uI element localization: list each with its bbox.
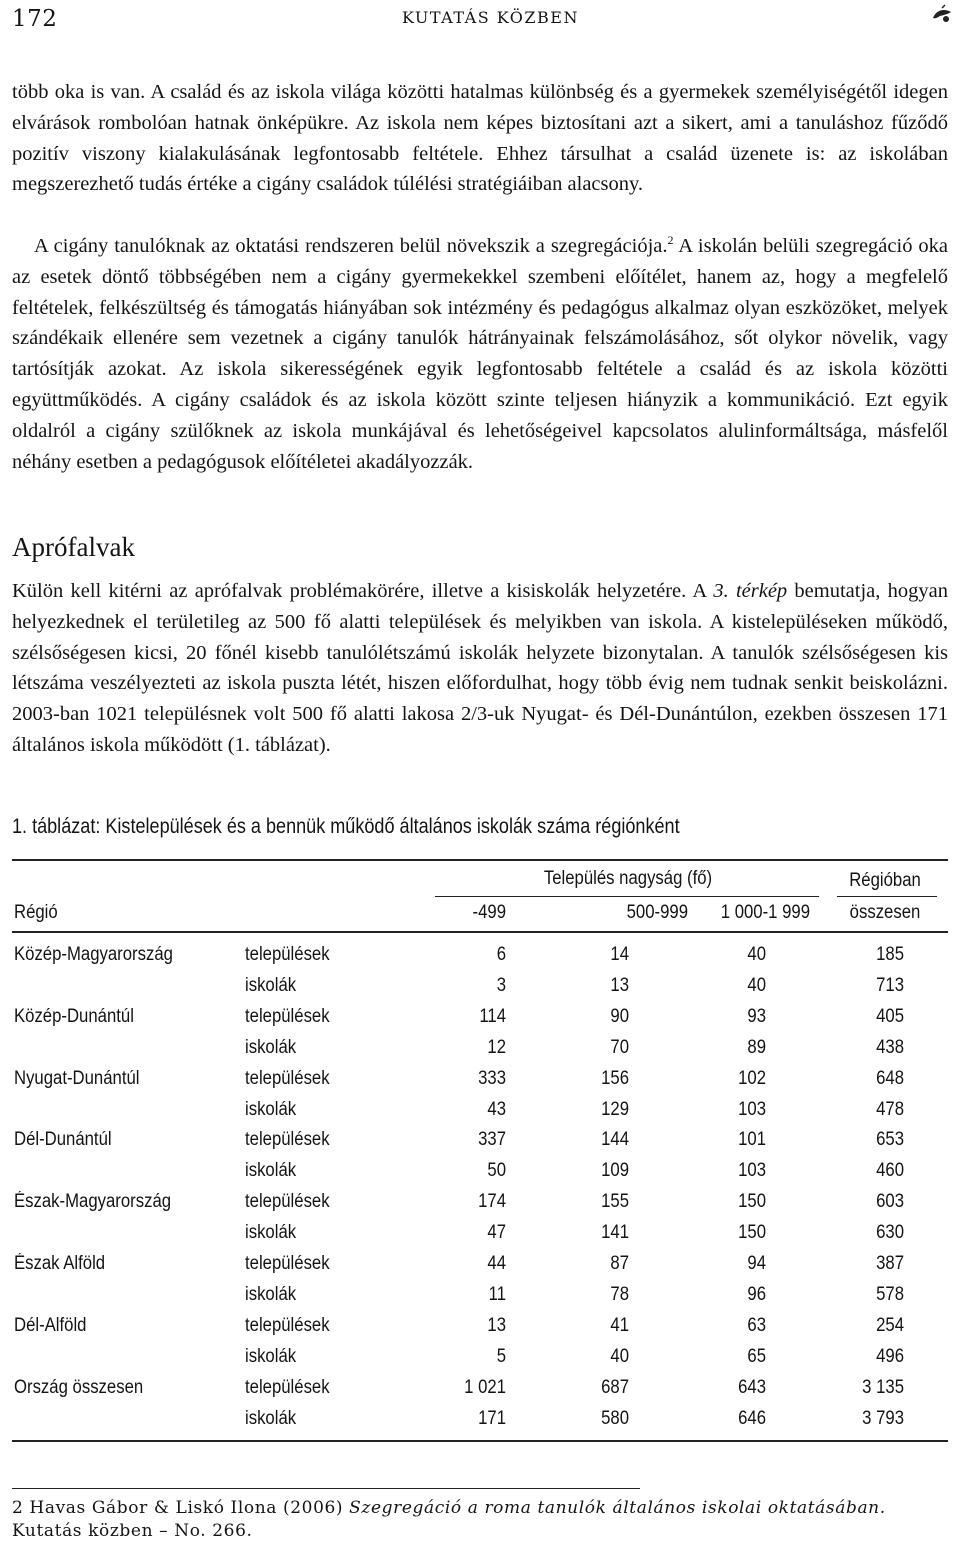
table-header-rule — [12, 931, 948, 933]
table-cell-value: 478 — [876, 1098, 904, 1120]
table-cell-value: 90 — [610, 1005, 629, 1027]
table-cell-value: 496 — [876, 1345, 904, 1367]
table-cell-value: 14 — [610, 944, 629, 965]
table-cell-value: 5 — [496, 1345, 506, 1367]
table-cell-value: 40 — [747, 944, 766, 965]
row-region: Közép-Magyarország — [14, 944, 173, 965]
header-total-bottom: összesen — [849, 902, 921, 923]
table-cell-value: 12 — [487, 1036, 506, 1058]
table-cell-value: 94 — [747, 1253, 766, 1274]
row-type: iskolák — [245, 974, 297, 996]
table-cell-value: 3 135 — [862, 1376, 904, 1398]
table-cell-value: 6 — [496, 944, 506, 965]
table-cell-value: 144 — [601, 1129, 629, 1151]
table-cell-value: 13 — [487, 1314, 506, 1336]
table-cell-value: 141 — [601, 1222, 629, 1244]
row-type: iskolák — [245, 1407, 297, 1429]
header-size-col-3: 1 000-1 999 — [720, 902, 810, 923]
table-cell-value: 405 — [876, 1005, 904, 1027]
footnote — [12, 1497, 948, 1543]
table-cell-value: 713 — [876, 974, 904, 996]
table-cell-value: 630 — [876, 1222, 904, 1244]
table-cell-value: 653 — [876, 1129, 904, 1151]
footnote-source: Kutatás közben – No. 266. — [12, 1521, 253, 1541]
table-cell-value: 11 — [488, 1283, 506, 1305]
table-cell-value: 337 — [478, 1129, 506, 1151]
table-cell-value: 78 — [610, 1283, 629, 1305]
table-cell-value: 89 — [747, 1036, 766, 1058]
footnote-rule — [12, 1488, 640, 1489]
row-region: Közép-Dunántúl — [14, 1005, 134, 1027]
paragraph-small-villages — [12, 576, 948, 761]
table-cell-value: 103 — [738, 1098, 766, 1120]
header-size-col-1: -499 — [472, 902, 506, 923]
table-cell-value: 103 — [738, 1160, 766, 1182]
table-bottom-rule — [12, 1440, 948, 1442]
table-cell-value: 50 — [487, 1160, 506, 1182]
table-cell-value: 648 — [876, 1067, 904, 1089]
table-cell-value: 13 — [610, 974, 629, 996]
table-cell-value: 171 — [478, 1407, 506, 1429]
table-cell-value: 687 — [601, 1376, 629, 1398]
row-region: Nyugat-Dunántúl — [14, 1067, 140, 1089]
table-cell-value: 44 — [487, 1253, 506, 1274]
table-cell-value: 174 — [478, 1191, 506, 1213]
row-type: iskolák — [245, 1036, 297, 1058]
row-type: települések — [245, 1067, 330, 1089]
row-type: iskolák — [245, 1098, 297, 1120]
row-region: Dél-Dunántúl — [14, 1129, 112, 1151]
map-reference: 3. térkép — [713, 580, 788, 602]
footnote-number: 2 — [12, 1498, 24, 1518]
row-type: települések — [245, 1314, 330, 1336]
total-group-rule — [837, 896, 937, 897]
table-cell-value: 150 — [738, 1191, 766, 1213]
row-type: iskolák — [245, 1283, 297, 1305]
row-type: települések — [245, 944, 330, 965]
row-type: települések — [245, 1376, 330, 1398]
table-caption: 1. táblázat: Kistelepülések és a bennük működő általános iskolák száma régiónként — [12, 815, 680, 838]
header-settlement-size: Település nagyság (fő) — [543, 868, 713, 889]
row-region: Észak Alföld — [14, 1253, 106, 1274]
table-cell-value: 47 — [487, 1222, 506, 1244]
paragraph-small-villages-lead: Külön kell kitérni az aprófalvak problémakörére, illetve a kisiskolák helyzetére. A — [12, 580, 714, 602]
row-region: Ország összesen — [14, 1376, 144, 1398]
table-cell-value: 3 — [496, 974, 506, 996]
paragraph-segregation-body: A iskolán belüli szegregáció oka az esetek döntő többségében nem a cigány gyermekekkel szembeni előítélet, hanem az, hogy a megfelelő feltételek, felkészültség és támogatás hiányában sok intézmény és pedagógus alkalmaz olyan eszközöket, melyek szándékaik ellenére sem vezetnek a cigány tanulók hátrányainak felszámolásához, sőt olykor növelik, vagy tartósítják azokat. Az iskola sikerességének egyik legfontosabb feltétele a család és az iskola közötti együttműködés. A cigány családok és az iskola között szinte teljesen hiányzik a kommunikáció. Ezt egyik oldalról a cigány szülőknek az iskola munkájával és lehetőségeivel kapcsolatos alulinformáltsága, másfelől néhány esetben a pedagógusok előítéletei akadályozzák. — [12, 235, 948, 473]
table-cell-value: 1 021 — [464, 1376, 506, 1398]
table-cell-value: 387 — [876, 1253, 904, 1274]
table-cell-value: 109 — [601, 1160, 629, 1182]
table-cell-value: 43 — [487, 1098, 506, 1120]
row-type: települések — [245, 1005, 330, 1027]
paragraph-intro: több oka is van. A család és az iskola világa közötti hatalmas különbség és a gyermekek személyiségétől idegen elvárások rombolóan hatnak önképükre. Az iskola nem képes biztosítani azt a sikert, ami a tanuláshoz fűződő pozitív viszony kialakulásának legfontosabb feltétele. Ehhez társulhat a család üzenete is: az iskolában megszerezhető tudás értéke a cigány családok túlélési stratégiáiban alacsony. — [12, 81, 948, 196]
header-total-top: Régióban — [849, 870, 921, 891]
table-cell-value: 155 — [601, 1191, 629, 1213]
table-cell-value: 460 — [876, 1160, 904, 1182]
section-heading: Aprófalvak — [12, 532, 135, 562]
row-type: iskolák — [245, 1222, 297, 1244]
table-cell-value: 65 — [747, 1345, 766, 1367]
table-cell-value: 603 — [876, 1191, 904, 1213]
table-cell-value: 438 — [876, 1036, 904, 1058]
row-type: települések — [245, 1253, 330, 1274]
table-top-rule — [12, 859, 948, 861]
paragraph-segregation-lead: A cigány tanulóknak az oktatási rendszeren belül növekszik a szegregációja. — [34, 235, 668, 257]
row-type: iskolák — [245, 1345, 297, 1367]
table-cell-value: 150 — [738, 1222, 766, 1244]
table-cell-value: 3 793 — [862, 1407, 904, 1429]
paragraph-small-villages-body: bemutatja, hogyan helyezkednek el területileg az 500 fő alatti települések és melyikben van iskola. A kistelepüléseken működő, szélsőségesen kicsi, 20 főnél kisebb tanulólétszámú iskolák helyzete bizonytalan. A tanulók szélsőségesen kis létszáma veszélyezteti az iskola puszta létét, hiszen előfordulhat, hogy több évig nem tudnak senkit beiskolázni. 2003-ban 1021 településnek volt 500 fő alatti lakosa 2/3-uk Nyugat- és Dél-Dunántúlon, ezekben összesen 171 általános iskola működött (1. táblázat). — [12, 580, 948, 756]
footnote-author: Havas Gábor & Liskó Ilona (2006) — [23, 1498, 350, 1518]
table-cell-value: 156 — [601, 1067, 629, 1089]
table-cell-value: 114 — [479, 1005, 506, 1027]
table-cell-value: 96 — [747, 1283, 766, 1305]
footnote-reference[interactable]: 2 — [667, 233, 674, 248]
table-cell-value: 102 — [738, 1067, 766, 1089]
page-number: 172 — [12, 6, 58, 32]
table-cell-value: 93 — [747, 1005, 766, 1027]
ornament-icon — [930, 4, 954, 26]
table-cell-value: 87 — [610, 1253, 629, 1274]
table-cell-value: 578 — [876, 1283, 904, 1305]
table-cell-value: 643 — [738, 1376, 766, 1398]
row-region: Észak-Magyarország — [14, 1191, 172, 1213]
size-group-rule — [435, 896, 819, 897]
table-cell-value: 333 — [478, 1067, 506, 1089]
footnote-title: Szegregáció a roma tanulók általános iskolai oktatásában. — [349, 1498, 886, 1518]
table-cell-value: 646 — [738, 1407, 766, 1429]
table-cell-value: 63 — [747, 1314, 766, 1336]
table-cell-value: 41 — [610, 1314, 629, 1336]
header-size-col-2: 500-999 — [626, 902, 688, 923]
paragraph-segregation — [12, 231, 948, 477]
table-cell-value: 185 — [876, 944, 904, 965]
table-cell-value: 129 — [601, 1098, 629, 1120]
table-cell-value: 580 — [601, 1407, 629, 1429]
header-region: Régió — [14, 902, 58, 923]
table-cell-value: 40 — [610, 1345, 629, 1367]
row-region: Dél-Alföld — [14, 1314, 87, 1336]
table-cell-value: 70 — [610, 1036, 629, 1058]
running-title: KUTATÁS KÖZBEN — [402, 8, 579, 27]
row-type: iskolák — [245, 1160, 297, 1182]
table-cell-value: 101 — [738, 1129, 766, 1151]
row-type: települések — [245, 1191, 330, 1213]
row-type: települések — [245, 1129, 330, 1151]
table-cell-value: 254 — [876, 1314, 904, 1336]
table-cell-value: 40 — [747, 974, 766, 996]
